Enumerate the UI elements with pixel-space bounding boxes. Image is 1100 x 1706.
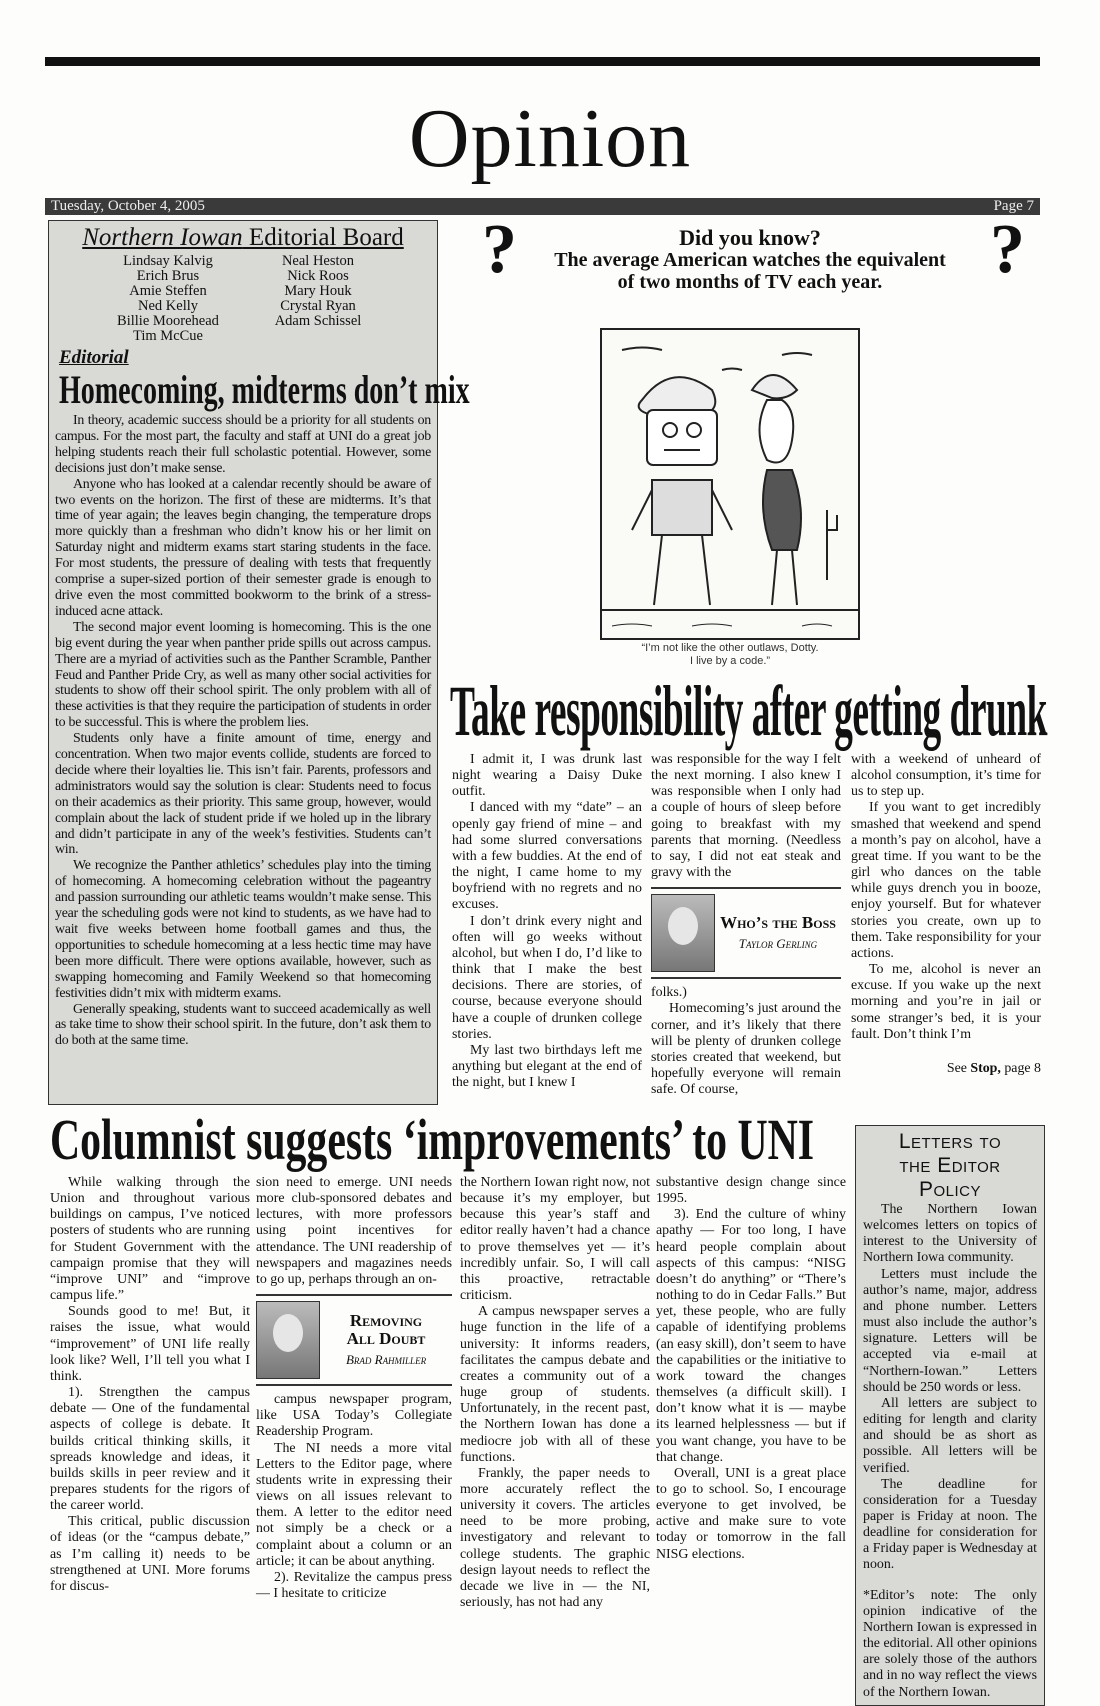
question-mark-icon: ? bbox=[990, 211, 1025, 288]
cartoon-image bbox=[600, 328, 860, 640]
columnist-photo bbox=[256, 1301, 320, 1379]
caption-line: I live by a code.” bbox=[689, 655, 771, 667]
article-paragraph: All letters are subject to editing for length and clarity and should be as short as possible. All letters will be verified. bbox=[863, 1395, 1037, 1476]
article-continued bbox=[256, 1392, 452, 1602]
top-rule bbox=[45, 57, 1040, 66]
article-column bbox=[256, 1175, 452, 1602]
jump-prefix: See bbox=[946, 1060, 971, 1076]
article-paragraph: To me, alcohol is never an excuse. If you wake up the next morning and you’re in jail or some stranger’s bed, it is your fault. Don’t think I’m bbox=[851, 962, 1041, 1042]
board-member: Crystal Ryan bbox=[280, 298, 356, 314]
article-paragraph: folks.) bbox=[651, 985, 687, 1001]
article-column bbox=[460, 1175, 650, 1611]
article-column bbox=[50, 1175, 250, 1595]
article-paragraph: Anyone who has looked at a calendar recently should be aware of two events on the horizon. The first of these are midterms. It’s that time of year again; the leaves begin changing, the temperature drops more quickly than a freshman who didn’t know his or her limit on Saturday night and midterm exams start staring students in the face. For most students, the pressure of dealing with tests that frequently comprise a super-sized portion of their semester grade is enough to drive even the most committed bookworm to the brink of a stress-induced acne attack. bbox=[55, 476, 431, 619]
board-members bbox=[53, 252, 433, 344]
board-member: Billie Moorehead bbox=[117, 313, 219, 329]
article-paragraph: with a weekend of unheard of alcohol consumption, it’s time for us to step up. bbox=[851, 752, 1041, 800]
cartoon-caption bbox=[570, 642, 890, 668]
article-paragraph: the Northern Iowan right now, not because it’s my employer, but because this year’s staff and editor really haven’t had a chance to prove themselves yet — it’s incredibly unfair. So, I will call this proactive, retractable criticism. bbox=[460, 1175, 650, 1304]
article-continued bbox=[851, 752, 1041, 1043]
article-paragraph: The NI needs a more vital Letters to the Editor page, where students write in expressing their views on all issues relevant to them. A letter to the editor need not simply be a check or a complaint about a column or an article; it can be about anything. bbox=[256, 1440, 452, 1569]
board-member: Erich Brus bbox=[136, 268, 200, 284]
title-line: Letters to bbox=[898, 1130, 1002, 1153]
article-continued bbox=[651, 985, 841, 1098]
article-paragraph: Students only have a finite amount of time, energy and concentration. When two major events collide, students are forced to decide where their loyalties lie. This isn’t fair. Parents, professors and administrators would say the solution is clear: Students need to focus on their academics as their priority. This same group, however, would complain about the lack of student pride if we holed up in the library and didn’t participate in any of the week’s festivities. Students can’t win. bbox=[55, 731, 431, 858]
article-paragraph: substantive design change since 1995. bbox=[656, 1175, 846, 1207]
jump-link[interactable] bbox=[851, 1061, 1041, 1077]
article-paragraph: 1). Strengthen the campus debate — One of the fundamental aspects of college is debate. It builds critical thinking skills, it spreads knowledge and ideas, it builds skills in peer review and it prepares students for the rigors of the career world. bbox=[50, 1385, 250, 1514]
did-you-know-line: The average American watches the equivalent bbox=[554, 249, 946, 271]
issue-date: Tuesday, October 4, 2005 bbox=[51, 198, 205, 214]
article-paragraph: The second major event looming is homecoming. This is the one big event during the year when panther pride spills out across campus. There are a myriad of activities such as the Panther Scramble, Panther Feud and Panther Pride Cry, as well as many other social activities for students to show off their school spirit. The only problem with all of these activities is that they require the participation of students in order to be successful. This is where the problem lies. bbox=[55, 619, 431, 731]
cartoon-drawing bbox=[602, 330, 858, 638]
board-member: Tim McCue bbox=[133, 328, 203, 344]
article-paragraph: Sounds good to me! But, it raises the issue, what would “improvement” of UNI life really look like? Well, I’ll tell you what I think. bbox=[50, 1304, 250, 1384]
board-member: Lindsay Kalvig bbox=[123, 253, 213, 269]
board-member: Nick Roos bbox=[287, 268, 349, 284]
letters-policy-box bbox=[855, 1125, 1045, 1706]
article-paragraph: was responsible for the way I felt the next morning. I also knew I was responsible when I only had a couple of hours of sleep before going to breakfast with my parents that morning. (Needless to say, I did not eat steak and gravy with the bbox=[651, 752, 841, 881]
editors-note: *Editor’s note: The only opinion indicative of the Northern Iowan is expressed in the editorial. All other opinions are solely those of the authors and in no way reflect the views of the Northern Iowan. bbox=[863, 1587, 1037, 1700]
article-paragraph: While walking through the Union and throughout various buildings on campus, I’ve noticed posters of students who are running for Student Government with the campaign promise that they will “improve UNI” and “improve campus life.” bbox=[50, 1175, 250, 1304]
board-member: Amie Steffen bbox=[129, 283, 207, 299]
page-number: Page 7 bbox=[993, 198, 1034, 214]
article-paragraph: I admit it, I was drunk last night wearing a Daisy Duke outfit. bbox=[452, 752, 642, 800]
editorial-body bbox=[53, 413, 433, 1049]
article-paragraph: Homecoming’s just around the corner, and it’s likely that there will be plenty of drunken college stories created that weekend, but hopefully everyone will remain safe. Of course, bbox=[651, 1001, 841, 1098]
article-paragraph: Frankly, the paper needs to more accurately reflect the university it covers. The articles need to be more probing, investigatory and relevant to college students. The graphic design layout needs to reflect the decade we live in — the NI, seriously, has not had any bbox=[460, 1465, 650, 1611]
section-title: Opinion bbox=[408, 92, 692, 185]
article-paragraph: A campus newspaper serves a huge function in the life of a university: It informs readers, facilitates the campus debate and creates a community out of a huge group of students. Unfortunately, in the recent past, the Northern Iowan has done a mediocre job with all of these functions. bbox=[460, 1304, 650, 1465]
article-paragraph: campus newspaper program, like USA Today’s Collegiate Readership Program. bbox=[256, 1392, 452, 1440]
editorial-board-title bbox=[53, 224, 433, 252]
did-you-know bbox=[518, 227, 982, 293]
article-paragraph: My last two birthdays left me anything but elegant at the end of the night, but I knew I bbox=[452, 1042, 642, 1091]
did-you-know-line: of two months of TV each year. bbox=[617, 271, 883, 293]
column-headline: Columnist suggests ‘improvements’ to UNI bbox=[50, 1107, 815, 1172]
editorial-headline: Homecoming, midterms don’t mix bbox=[59, 367, 470, 412]
article-paragraph: Overall, UNI is a great place to go to school. So, I encourage everyone to get involved, be active and make sure to vote today or tomorrow in the fall NISG elections. bbox=[656, 1465, 846, 1562]
editorial-label: Editorial bbox=[59, 347, 129, 368]
title-line: Policy bbox=[918, 1178, 982, 1201]
column-headline: Take responsibility after getting drunk bbox=[450, 671, 1047, 751]
board-members-left bbox=[93, 254, 243, 344]
column-name: Who’s the Boss bbox=[720, 913, 836, 933]
board-member: Adam Schissel bbox=[274, 313, 362, 329]
title-line: the Editor bbox=[899, 1154, 1001, 1177]
columnist-name: Taylor Gerling bbox=[738, 936, 818, 952]
question-mark-icon: ? bbox=[482, 211, 517, 288]
article-paragraph: I danced with my “date” – an openly gay friend of mine – and had some slurred conversations with a few buddies. At the end of the night, I came home to my boyfriend with no regrets and no excuses. bbox=[452, 800, 642, 913]
did-you-know-title: Did you know? bbox=[679, 225, 821, 250]
article-paragraph: I don’t drink every night and often will go weeks without alcohol, but when I do, I’d like to think that I make the best decisions. There are stories, of course, because everyone should have a couple of drunken college stories. bbox=[452, 913, 642, 1042]
article-paragraph: The Northern Iowan welcomes letters on topics of interest to the University of Northern Iowa community. bbox=[863, 1202, 1037, 1266]
columnist-photo bbox=[651, 894, 715, 972]
article-column bbox=[656, 1175, 846, 1563]
board-members-right bbox=[243, 254, 393, 344]
board-member: Mary Houk bbox=[284, 283, 352, 299]
columnist-mugshot bbox=[256, 1294, 452, 1386]
board-member: Ned Kelly bbox=[138, 298, 198, 314]
letters-policy-body bbox=[863, 1202, 1037, 1574]
paper-name: Northern Iowan bbox=[82, 224, 243, 251]
column-name: All Doubt bbox=[346, 1329, 426, 1349]
board-member: Neal Heston bbox=[281, 253, 355, 269]
date-bar bbox=[45, 198, 1040, 215]
board-label: Editorial Board bbox=[242, 224, 404, 251]
columnist-name: Brad Rahmiller bbox=[345, 1352, 427, 1368]
column-name: Removing bbox=[349, 1311, 423, 1331]
article-paragraph: This critical, public discussion of ideas (or the “campus debate,” as I’m calling it) needs to be strengthened at UNI. More forums for discus- bbox=[50, 1514, 250, 1594]
article-paragraph: sion need to emerge. UNI needs more club-sponsored debates and lectures, with more professors using point incentives for attendance. The UNI readership of newspapers and magazines needs to go up, perhaps through an on- bbox=[256, 1175, 452, 1287]
article-column bbox=[651, 752, 841, 1098]
columnist-mugshot bbox=[651, 887, 841, 979]
jump-suffix: page 8 bbox=[1000, 1060, 1041, 1076]
article-paragraph: If you want to get incredibly smashed that weekend and spend a month’s pay on alcohol, have a great time. If you want to be the girl who dances on the table while guys drench you in booze, enjoy yourself. But for whatever stories you create, own up to them. Take responsibility for your actions. bbox=[851, 800, 1041, 961]
jump-word: Stop, bbox=[970, 1060, 1001, 1076]
letters-policy-title bbox=[863, 1130, 1037, 1202]
article-paragraph: The deadline for consideration for a Tuesday paper is Friday at noon. The deadline for consideration for a Friday paper is Wednesday at noon. bbox=[863, 1476, 1037, 1573]
editorial-box bbox=[48, 220, 470, 1105]
article-column bbox=[452, 752, 642, 1091]
caption-line: “I’m not like the other outlaws, Dotty. bbox=[641, 642, 819, 654]
article-column bbox=[851, 752, 1041, 1077]
article-paragraph: 3). End the culture of whiny apathy — For too long, I have heard people complain about aspects of this campus: “NISG doesn’t do anything” or “There’s nothing to do in Cedar Falls.” But yet, these people, who are fully capable of identifying problems (an easy skill), don’t seem to have the capabilities or the initiative to work toward the changes themselves (a difficult skill). I don’t know what it is — maybe its learned helplessness — but if you want change, you have to be that change. bbox=[656, 1207, 846, 1465]
article-paragraph: 2). Revitalize the campus press — I hesitate to criticize bbox=[256, 1569, 452, 1601]
article-paragraph: Generally speaking, students want to succeed academically as well as take time to show their school spirit. In the future, don’t ask them to do both at the same time. bbox=[55, 1001, 431, 1049]
article-paragraph: In theory, academic success should be a priority for all students on campus. For the most part, the faculty and staff at UNI do a great job helping students reach their full scholastic potential. However, some decisions just don’t make sense. bbox=[55, 413, 431, 476]
article-paragraph: We recognize the Panther athletics’ schedules play into the timing of homecoming. A homecoming celebration without the pageantry and passion surrounding our athletic teams wouldn’t make sense. This year the scheduling gods were not kind to students, as we have had to wait five weeks between home football games and thus, the opportunities to schedule homecoming at a less hectic time may have been more difficult. There were options available, however, such as swapping homecoming and Family Weekend so that homecoming festivities didn’t mix with midterm exams. bbox=[55, 858, 431, 1001]
article-paragraph: Letters must include the author’s name, major, address and phone number. Letters must also include the author’s signature. Letters will be accepted via e-mail at “Northern-Iowan.” Letters should be 250 words or less. bbox=[863, 1266, 1037, 1395]
